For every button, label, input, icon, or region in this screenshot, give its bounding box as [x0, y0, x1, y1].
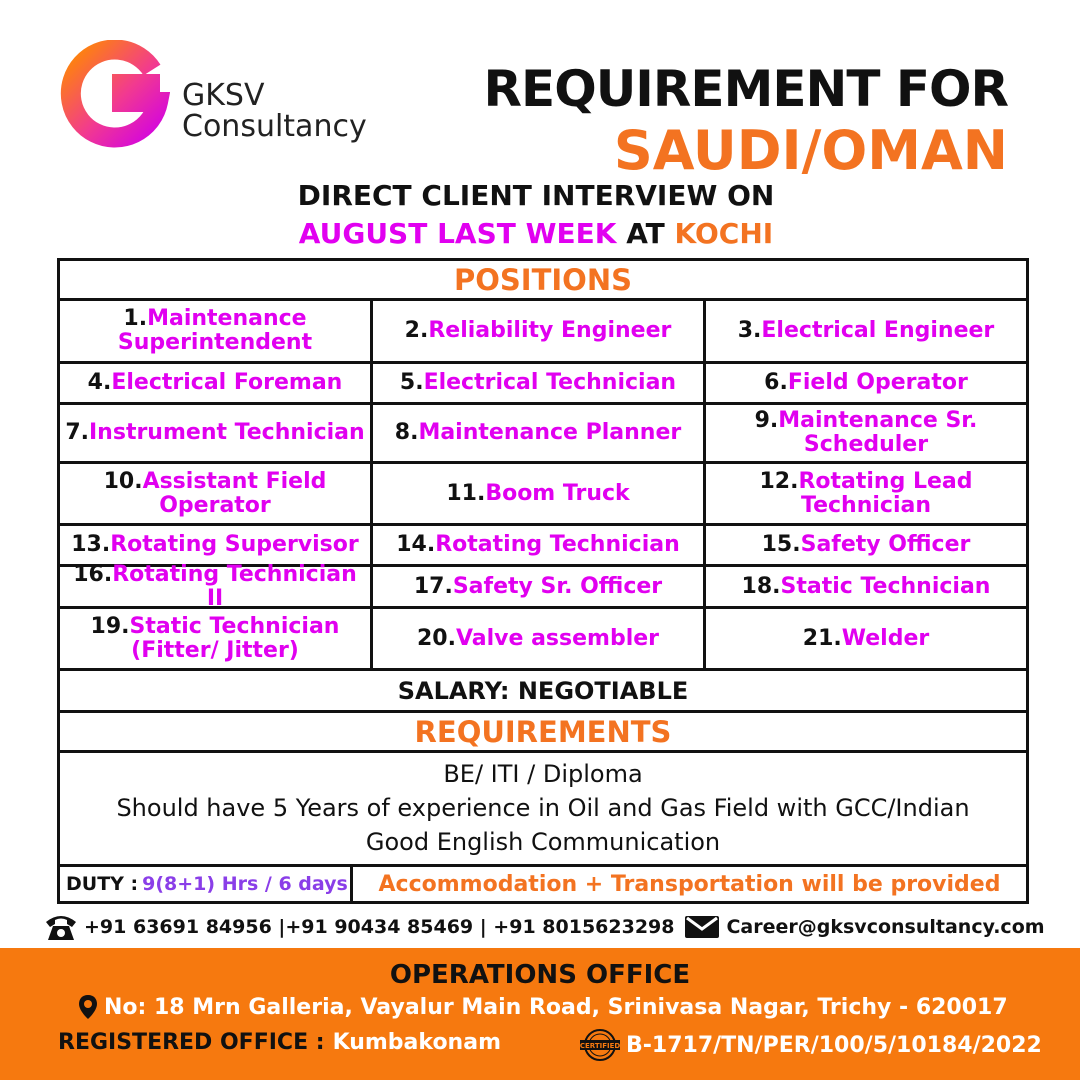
position-title: Assistant Field Operator	[142, 468, 327, 518]
position-cell	[60, 561, 373, 611]
position-number: 17.	[413, 573, 453, 599]
mail-icon	[684, 914, 720, 940]
registered-office-label: REGISTERED OFFICE :	[58, 1030, 325, 1055]
position-cell	[706, 364, 1026, 405]
brand-name-line1: GKSV	[182, 78, 265, 113]
email-link[interactable]: Career@gksvconsultancy.com	[726, 916, 1045, 938]
registered-office	[58, 1030, 501, 1055]
location-pin-icon	[78, 994, 98, 1020]
position-cell	[60, 301, 373, 364]
position-number: 3.	[737, 318, 762, 343]
position-cell	[373, 301, 706, 364]
position-number: 4.	[87, 370, 112, 395]
position-cell	[373, 567, 706, 609]
position-title: Electrical Foreman	[111, 370, 343, 395]
position-cell	[60, 364, 373, 405]
positions-table	[57, 258, 1029, 904]
g-letter-logo	[60, 40, 170, 150]
position-cell	[373, 609, 706, 671]
brand-name-line2: Consultancy	[182, 109, 367, 144]
headline-line2: SAUDI/OMAN	[613, 119, 1008, 182]
position-number: 21.	[802, 625, 842, 651]
position-number: 13.	[71, 532, 111, 557]
phone-numbers[interactable]: +91 63691 84956 |+91 90434 85469 | +91 8015623298	[84, 916, 675, 938]
position-title: Reliability Engineer	[428, 318, 672, 343]
position-title: Electrical Technician	[423, 370, 677, 395]
position-number: 14.	[396, 532, 436, 557]
requirement-item: BE/ ITI / Diploma	[443, 760, 643, 788]
position-number: 16.	[73, 561, 113, 587]
position-number: 11.	[446, 480, 486, 506]
position-title: Safety Sr. Officer	[452, 573, 663, 599]
headline-line1: REQUIREMENT FOR	[483, 60, 1008, 118]
position-number: 8.	[394, 420, 419, 445]
registered-office-value: Kumbakonam	[332, 1030, 501, 1055]
position-cell	[373, 405, 706, 464]
position-number: 7.	[65, 420, 89, 445]
position-cell	[60, 464, 373, 526]
position-number: 19.	[90, 613, 130, 639]
position-number: 15.	[761, 532, 801, 557]
position-number: 1.	[123, 306, 148, 331]
position-cell	[373, 464, 706, 526]
position-title: Welder	[841, 625, 930, 651]
position-title: Static Technician (Fitter/ Jitter)	[129, 613, 340, 663]
position-title: Rotating Technician	[435, 532, 680, 557]
certified-stamp-icon	[580, 1028, 620, 1062]
address-text: No: 18 Mrn Galleria, Vayalur Main Road, Srinivasa Nagar, Trichy - 620017	[104, 994, 1008, 1020]
position-cell	[706, 301, 1026, 364]
position-number: 2.	[404, 318, 429, 343]
benefits-text: Accommodation + Transportation will be provided	[378, 871, 1001, 897]
headline	[484, 58, 1008, 182]
position-cell	[706, 567, 1026, 609]
stamp-text: CERTIFIED	[580, 1042, 620, 1050]
position-number: 12.	[759, 468, 799, 494]
position-title: Maintenance Sr. Scheduler	[778, 408, 978, 457]
license-row	[580, 1028, 1042, 1062]
interview-at: AT	[626, 217, 665, 250]
position-number: 20.	[416, 625, 456, 651]
position-title: Maintenance Planner	[418, 420, 682, 445]
position-title: Electrical Engineer	[761, 318, 995, 343]
duty-cell	[60, 867, 353, 901]
interview-where: KOCHI	[674, 217, 774, 250]
position-number: 5.	[399, 370, 424, 395]
positions-grid	[60, 301, 1026, 671]
position-cell	[373, 364, 706, 405]
position-cell	[373, 526, 706, 567]
position-cell	[706, 405, 1026, 464]
position-title: Instrument Technician	[89, 420, 365, 445]
duty-row	[60, 867, 1026, 901]
position-number: 6.	[764, 370, 788, 395]
position-title: Safety Officer	[800, 532, 971, 557]
positions-title: POSITIONS	[60, 261, 1026, 301]
position-cell	[706, 609, 1026, 671]
position-title: Maintenance Superintendent	[117, 306, 313, 355]
interview-line1: DIRECT CLIENT INTERVIEW ON	[297, 179, 775, 212]
position-title: Boom Truck	[485, 480, 630, 506]
position-cell	[706, 464, 1026, 526]
license-number: B-1717/TN/PER/100/5/10184/2022	[626, 1032, 1042, 1058]
requirement-item: Should have 5 Years of experience in Oil and Gas Field with GCC/Indian	[116, 794, 970, 822]
phone-icon	[44, 912, 78, 942]
interview-when: AUGUST LAST WEEK	[298, 217, 617, 250]
contact-bar	[44, 908, 1044, 946]
position-number: 10.	[103, 468, 143, 494]
position-title: Rotating Lead Technician	[798, 468, 973, 518]
position-title: Rotating Supervisor	[110, 532, 359, 557]
requirements-title: REQUIREMENTS	[60, 713, 1026, 753]
duty-value: 9(8+1) Hrs / 6 days	[142, 873, 348, 895]
footer-panel	[0, 948, 1080, 1080]
duty-label: DUTY :	[66, 873, 139, 895]
brand-name	[182, 80, 367, 142]
position-title: Static Technician	[780, 573, 991, 599]
position-title: Valve assembler	[455, 625, 660, 651]
position-cell	[60, 405, 373, 464]
salary-text: SALARY: NEGOTIABLE	[60, 671, 1026, 713]
interview-line2	[0, 214, 1076, 254]
operations-office-title: OPERATIONS OFFICE	[389, 960, 691, 990]
position-cell	[706, 526, 1026, 567]
position-cell	[60, 609, 373, 671]
position-number: 9.	[754, 408, 779, 433]
address-row	[78, 994, 1008, 1020]
requirements-list	[60, 753, 1026, 867]
position-title: Field Operator	[787, 370, 968, 395]
position-number: 18.	[741, 573, 781, 599]
requirement-item: Good English Communication	[365, 828, 721, 856]
position-title: Rotating Technician II	[112, 561, 357, 611]
